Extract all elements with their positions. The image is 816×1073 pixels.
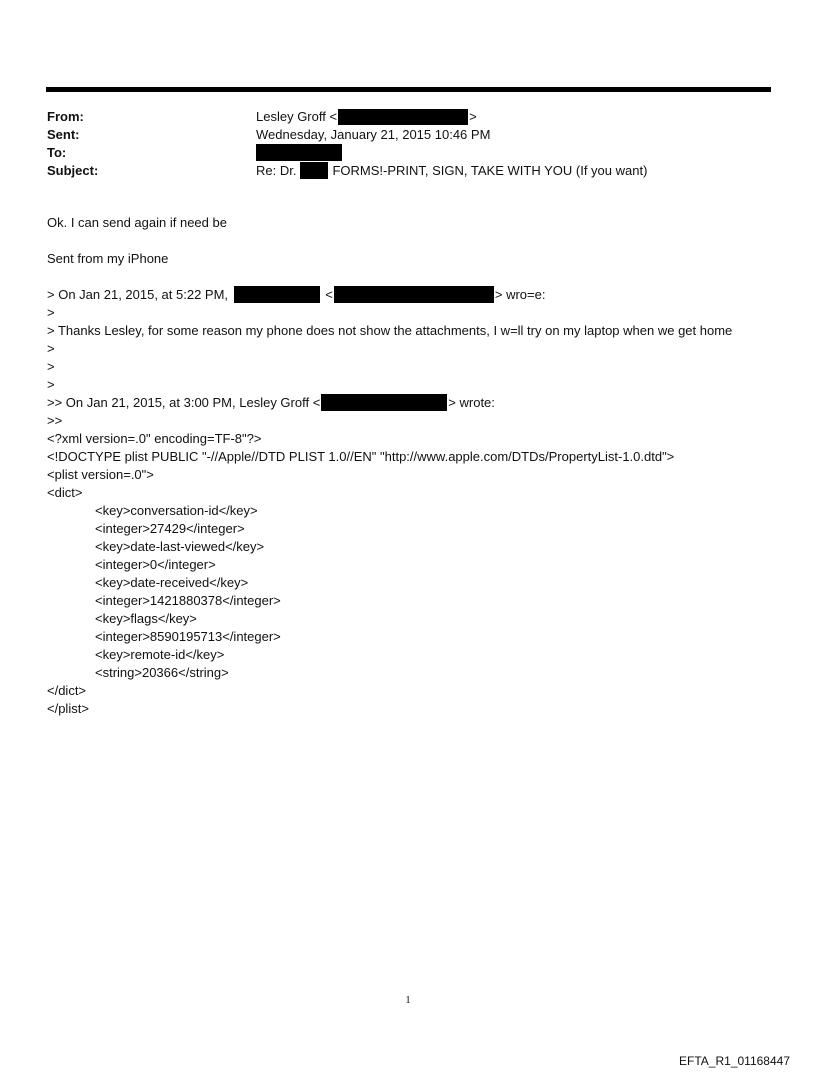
subject-rest: FORMS!-PRINT, SIGN, TAKE WITH YOU (If you want)	[332, 163, 648, 178]
plist-close: </plist>	[47, 701, 89, 716]
dict-entry: <key>date-last-viewed</key>	[95, 539, 265, 554]
dict-entry: <string>20366</string>	[95, 665, 229, 680]
plist-open: <plist version=.0">	[47, 467, 154, 482]
quote-line: >	[47, 359, 55, 374]
dict-entry: <integer>1421880378</integer>	[95, 593, 281, 608]
doctype-line: <!DOCTYPE plist PUBLIC "-//Apple//DTD PLIST 1.0//EN" "http://www.apple.com/DTDs/PropertyList-1.0.dtd">	[47, 449, 675, 464]
from-label: From:	[47, 109, 84, 124]
document-id: EFTA_R1_01168447	[679, 1054, 790, 1068]
dict-entry: <key>flags</key>	[95, 611, 197, 626]
dict-entry: <integer>0</integer>	[95, 557, 216, 572]
dict-entry: <integer>27429</integer>	[95, 521, 245, 536]
redaction-block	[334, 286, 494, 303]
quote2-suffix: > wrote:	[448, 395, 495, 410]
dict-entry: <key>conversation-id</key>	[95, 503, 258, 518]
to-value	[256, 144, 342, 162]
from-close: >	[469, 109, 477, 124]
quote-line: >	[47, 377, 55, 392]
blank-line	[47, 232, 777, 250]
quote-line: > Thanks Lesley, for some reason my phone does not show the attachments, I w=ll try on my laptop when we get home	[47, 323, 733, 338]
email-body	[47, 214, 777, 718]
to-row	[47, 144, 767, 162]
quote-line: >>	[47, 413, 63, 428]
dict-close: </dict>	[47, 683, 87, 698]
dict-entry: <key>date-received</key>	[95, 575, 249, 590]
dict-entry: <integer>8590195713</integer>	[95, 629, 281, 644]
subject-prefix: Re: Dr.	[256, 163, 297, 178]
from-value	[256, 108, 477, 126]
quote-header-line	[47, 286, 777, 304]
subject-row	[47, 162, 767, 180]
sent-label: Sent:	[47, 127, 80, 142]
redaction-block	[338, 109, 468, 125]
blank-line	[47, 268, 777, 286]
body-line: Ok. I can send again if need be	[47, 215, 227, 230]
sent-row	[47, 126, 767, 144]
redaction-block	[321, 394, 447, 411]
redaction-block	[234, 286, 320, 303]
quote-header-lt: <	[325, 287, 333, 302]
from-name: Lesley Groff <	[256, 109, 338, 124]
quote-header-suffix: > wro=e:	[494, 287, 546, 302]
dict-entry: <key>remote-id</key>	[95, 647, 225, 662]
header-rule	[46, 87, 771, 92]
email-header	[47, 108, 767, 180]
quote-header-prefix: > On Jan 21, 2015, at 5:22 PM,	[47, 287, 229, 302]
quote-line: >	[47, 341, 55, 356]
subject-label: Subject:	[47, 163, 99, 178]
redaction-block	[300, 162, 328, 179]
page-number: 1	[405, 994, 411, 1006]
sent-value: Wednesday, January 21, 2015 10:46 PM	[256, 127, 491, 142]
dict-open: <dict>	[47, 485, 83, 500]
quote-header-line-2	[47, 394, 777, 412]
xml-declaration: <?xml version=.0" encoding=TF-8"?>	[47, 431, 262, 446]
from-row	[47, 108, 767, 126]
to-label: To:	[47, 145, 67, 160]
subject-value	[256, 162, 647, 180]
signature-line: Sent from my iPhone	[47, 251, 169, 266]
quote-line: >	[47, 305, 55, 320]
redaction-block	[256, 144, 342, 161]
quote2-prefix: >> On Jan 21, 2015, at 3:00 PM, Lesley Groff <	[47, 395, 321, 410]
